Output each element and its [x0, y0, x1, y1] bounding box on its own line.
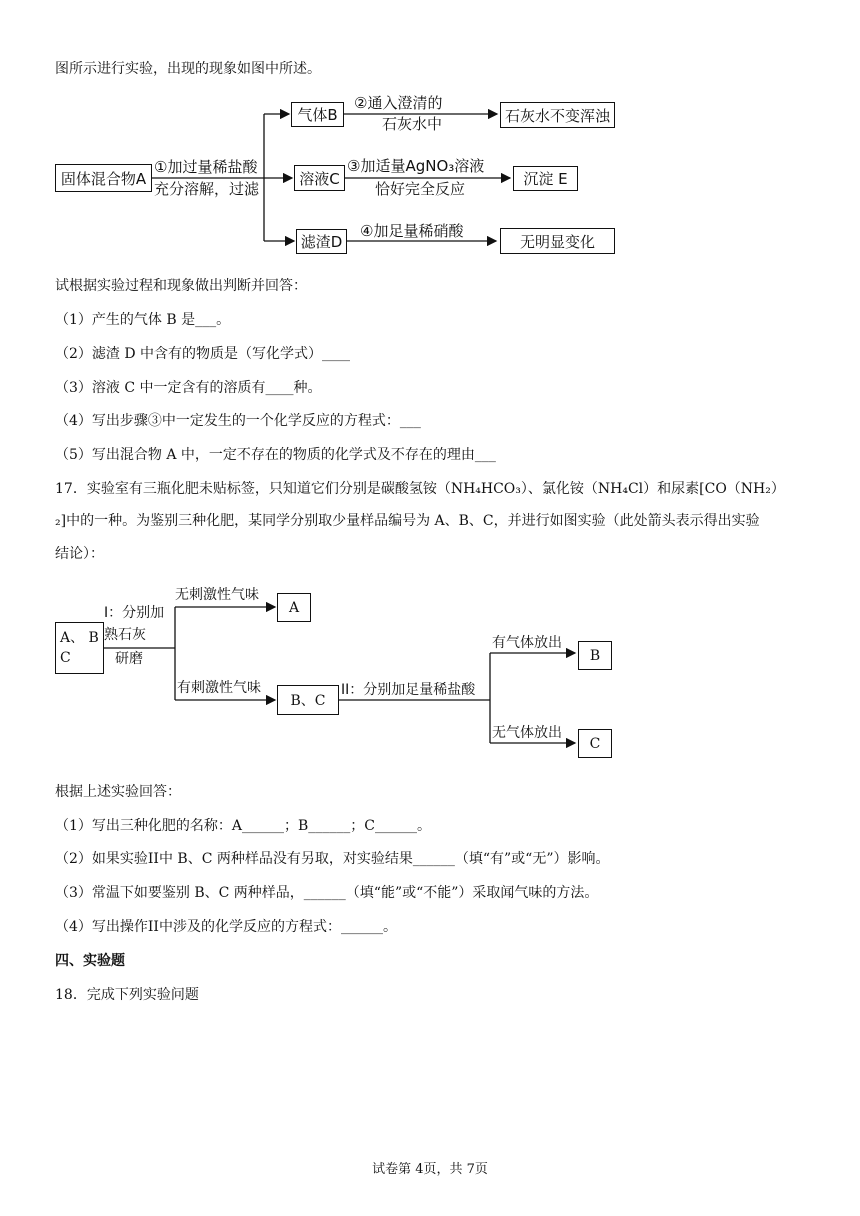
q17-item-3: （3）常温下如要鉴别 B、C 两种样品，______（填“能”或“不能”）采取闻气味的方法。 [55, 885, 599, 901]
step-i-label-line1: I：分别加 [104, 605, 165, 621]
box-solid-mixture-a: 固体混合物A [55, 164, 152, 192]
q16-item-4: （4）写出步骤③中一定发生的一个化学反应的方程式：___ [55, 413, 421, 429]
box-samples-abc [55, 622, 104, 674]
box-sample-b: B [578, 641, 612, 670]
step-i-label-line3: 研磨 [115, 651, 143, 667]
q16-item-1: （1）产生的气体 B 是___。 [55, 312, 231, 328]
q17-item-4: （4）写出操作II中涉及的化学反应的方程式：______。 [55, 919, 397, 935]
box-gas-b: 气体B [291, 102, 344, 127]
step1-label-line1: ①加过量稀盐酸 [154, 158, 258, 176]
intro-text: 图所示进行实验，出现的现象如图中所述。 [55, 61, 321, 77]
box-samples-abc-line1: A、 B [60, 630, 99, 646]
step2-label-line2: 石灰水中 [382, 115, 443, 133]
step1-label-line2: 充分溶解，过滤 [154, 180, 260, 198]
q17-item-2: （2）如果实验II中 B、C 两种样品没有另取，对实验结果______（填“有”或“无”）影响。 [55, 851, 610, 867]
q17-stem-line1: 17．实验室有三瓶化肥未贴标签，只知道它们分别是碳酸氢铵（NH₄HCO₃）、氯化铵（NH₄Cl）和尿素[CO（NH₂） [55, 481, 785, 497]
q17-prompt: 根据上述实验回答： [55, 784, 181, 800]
q16-item-5: （5）写出混合物 A 中，一定不存在的物质的化学式及不存在的理由___ [55, 447, 496, 463]
step3-label-line2: 恰好完全反应 [375, 180, 466, 198]
q17-stem-line3: 结论）： [55, 546, 104, 562]
q18-text: 18．完成下列实验问题 [55, 987, 199, 1003]
box-residue-d: 滤渣D [296, 229, 347, 254]
section-4-heading: 四、实验题 [55, 953, 125, 969]
experiment-flow-diagram-1 [0, 0, 860, 270]
box-samples-bc: B、C [277, 685, 339, 715]
experiment-flow-diagram-2 [0, 570, 860, 770]
diagram-2-connectors [0, 570, 860, 770]
q17-stem-line2: ₂]中的一种。为鉴别三种化肥，某同学分别取少量样品编号为 A、B、C，并进行如图实验（此处箭头表示得出实验 [55, 513, 760, 529]
step2-label-line1: ②通入澄清的 [354, 94, 443, 112]
label-no-gas: 无气体放出 [492, 725, 562, 741]
box-precipitate-e: 沉淀 E [513, 166, 578, 191]
page-footer: 试卷第 4页，共 7页 [372, 1162, 488, 1177]
label-gas-released: 有气体放出 [492, 635, 562, 651]
box-no-change: 无明显变化 [500, 228, 615, 254]
box-solution-c: 溶液C [294, 165, 345, 191]
box-limewater-result: 石灰水不变浑浊 [500, 102, 615, 128]
step4-label-line1: ④加足量稀硝酸 [360, 222, 464, 240]
box-samples-abc-line2: C [60, 650, 71, 666]
box-sample-a: A [277, 593, 311, 622]
q16-item-2: （2）滤渣 D 中含有的物质是（写化学式）____ [55, 346, 351, 362]
label-no-smell: 无刺激性气味 [175, 587, 259, 603]
label-smell: 有刺激性气味 [177, 680, 261, 696]
q16-item-3: （3）溶液 C 中一定含有的溶质有____种。 [55, 380, 322, 396]
box-sample-c: C [578, 729, 612, 758]
step-i-label-line2: 熟石灰 [104, 627, 146, 643]
q16-prompt: 试根据实验过程和现象做出判断并回答： [55, 278, 307, 294]
step-ii-label: II：分别加足量稀盐酸 [341, 682, 476, 698]
q17-item-1: （1）写出三种化肥的名称：A______；B______；C______。 [55, 818, 432, 834]
step3-label-line1: ③加适量AgNO₃溶液 [347, 157, 485, 175]
